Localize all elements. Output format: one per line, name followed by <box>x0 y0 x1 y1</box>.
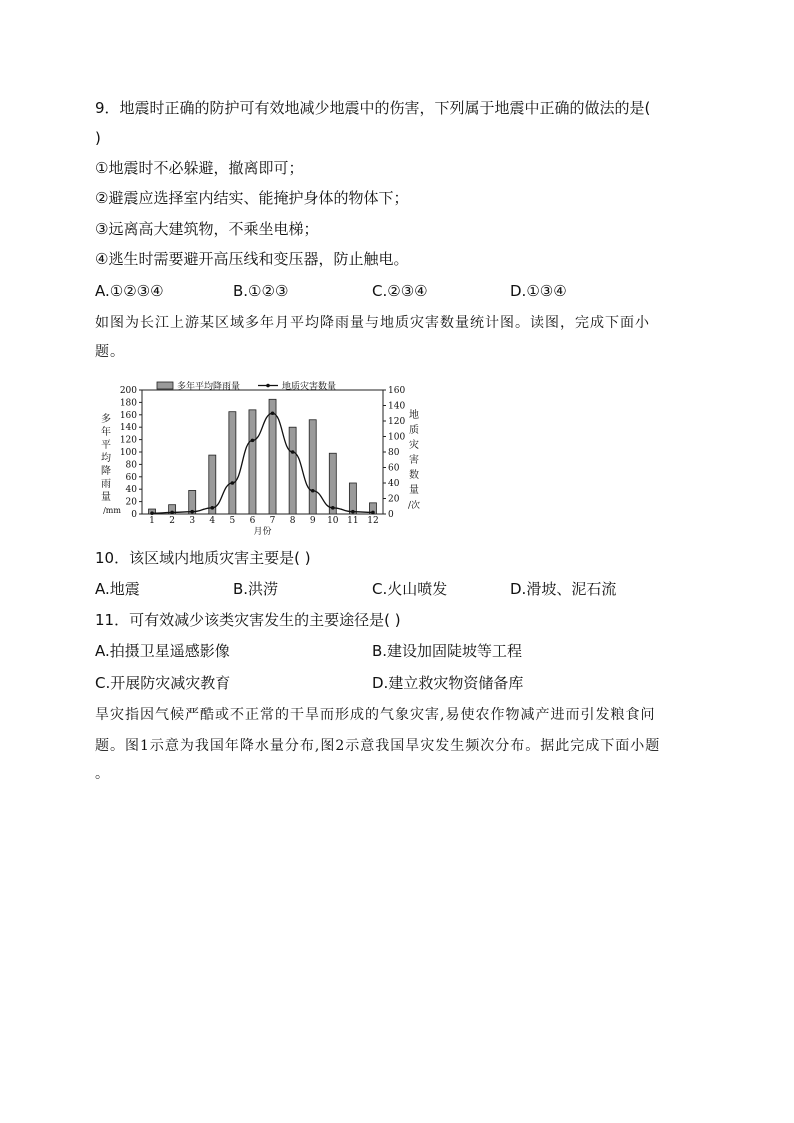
q9-item-3: ③远离高大建筑物，不乘坐电梯； <box>95 220 319 238</box>
rainfall-bar <box>229 412 236 514</box>
left-tick-label: 180 <box>119 398 137 409</box>
right-tick-label: 20 <box>388 494 400 505</box>
disaster-count-point <box>170 511 174 515</box>
left-axis-label-char: 雨 <box>101 479 111 490</box>
rainfall-disaster-chart <box>100 378 430 538</box>
rainfall-bar <box>209 455 216 514</box>
q9-item-1: ①地震时不必躲避，撤离即可； <box>95 159 304 177</box>
q9-stem-line2: ) <box>95 129 101 147</box>
disaster-count-point <box>271 411 275 415</box>
legend-line-label: 地质灾害数量 <box>282 382 337 392</box>
right-axis-label-char: 地 <box>409 410 419 421</box>
x-tick-label: 2 <box>169 516 175 526</box>
disaster-count-line <box>152 413 373 513</box>
left-tick-label: 80 <box>125 460 137 471</box>
left-axis-label-char: 均 <box>101 453 111 464</box>
disaster-count-point <box>150 511 154 515</box>
left-tick-label: 160 <box>119 410 137 421</box>
left-tick-label: 20 <box>125 497 137 508</box>
right-tick-label: 60 <box>388 463 400 474</box>
left-tick-label: 140 <box>119 423 137 434</box>
q9-item-2: ②避震应选择室内结实、能掩护身体的物体下； <box>95 189 409 207</box>
chart-frame <box>139 390 386 514</box>
x-tick-label: 8 <box>289 516 296 526</box>
q9-option-d: D.①③④ <box>510 282 567 300</box>
q10-option-d: D.滑坡、泥石流 <box>510 580 617 598</box>
right-tick-label: 40 <box>388 479 400 489</box>
intro2-line3: 。 <box>95 766 110 782</box>
x-tick-label: 3 <box>189 516 196 526</box>
x-tick-label: 5 <box>229 516 236 526</box>
q11-option-d: D.建立救灾物资储备库 <box>372 674 524 692</box>
q9-option-b: B.①②③ <box>233 282 289 300</box>
disaster-count-point <box>210 506 214 510</box>
chart-bars <box>149 399 377 514</box>
disaster-count-point <box>291 450 295 454</box>
right-tick-label: 100 <box>388 432 406 443</box>
x-tick-label: 4 <box>209 516 216 526</box>
q10-option-a: A.地震 <box>95 580 140 598</box>
disaster-count-point <box>311 489 315 493</box>
disaster-count-point <box>371 511 375 515</box>
rainfall-bar <box>329 453 336 514</box>
intro1-line1: 如图为长江上游某区域多年月平均降雨量与地质灾害数量统计图。读图，完成下面小 <box>95 315 650 331</box>
right-tick-label: 160 <box>388 386 406 396</box>
q9-item-4: ④逃生时需要避开高压线和变压器，防止触电。 <box>95 250 409 268</box>
x-tick-label: 6 <box>249 516 256 526</box>
left-axis-label-char: /mm <box>103 506 121 515</box>
disaster-count-point <box>251 439 255 443</box>
left-tick-label: 120 <box>119 435 137 446</box>
right-axis-label-char: 质 <box>409 425 419 436</box>
left-axis-label-char: 降 <box>101 466 111 477</box>
disaster-count-point <box>351 510 355 514</box>
chart-line <box>150 411 375 515</box>
left-tick-label: 0 <box>131 510 137 520</box>
right-axis-label-char: 量 <box>409 485 419 496</box>
q11-option-b: B.建设加固陡坡等工程 <box>372 642 523 660</box>
right-axis-label-char: 灾 <box>409 440 419 451</box>
q10-stem: 10．该区域内地质灾害主要是( ) <box>95 549 311 567</box>
left-axis-label-char: 年 <box>101 427 111 438</box>
q11-option-a: A.拍摄卫星遥感影像 <box>95 642 230 660</box>
legend-line-dot <box>266 384 270 388</box>
x-tick-label: 7 <box>269 516 276 526</box>
disaster-count-point <box>331 506 335 510</box>
left-tick-label: 40 <box>125 485 137 496</box>
right-tick-label: 0 <box>388 510 394 520</box>
left-axis-label-char: 多 <box>101 414 111 425</box>
intro1-line2: 题。 <box>95 344 125 360</box>
x-axis-label: 月份 <box>253 527 272 537</box>
right-tick-label: 120 <box>388 417 406 427</box>
right-axis-label-char: /次 <box>407 501 421 511</box>
left-axis-label-char: 量 <box>101 492 111 503</box>
left-axis-label-char: 平 <box>101 440 111 451</box>
legend-bar-swatch <box>157 382 173 389</box>
intro2-line2: 题。图1示意为我国年降水量分布,图2示意我国旱灾发生频次分布。据此完成下面小题 <box>95 738 661 754</box>
left-tick-label: 60 <box>125 472 137 483</box>
legend-bar-label: 多年平均降雨量 <box>177 382 241 392</box>
q10-option-c: C.火山喷发 <box>372 580 448 598</box>
rainfall-bar <box>269 399 276 514</box>
x-tick-label: 9 <box>309 516 316 526</box>
plot-frame <box>142 390 383 514</box>
right-tick-label: 140 <box>388 401 406 412</box>
q9-option-c: C.②③④ <box>372 282 428 300</box>
rainfall-bar <box>309 420 316 514</box>
right-axis-label-char: 害 <box>409 455 419 466</box>
q9-option-a: A.①②③④ <box>95 282 164 300</box>
rainfall-bar <box>289 427 296 514</box>
q10-option-b: B.洪涝 <box>233 580 279 598</box>
q9-stem-line1: 9．地震时正确的防护可有效地减少地震中的伤害，下列属于地震中正确的做法的是( <box>95 99 651 117</box>
x-tick-label: 12 <box>367 516 379 526</box>
right-axis-label-char: 数 <box>409 470 419 481</box>
intro2-line1: 旱灾指因气候严酷或不正常的干旱而形成的气象灾害,易使农作物减产进而引发粮食问 <box>95 707 656 723</box>
x-tick-label: 10 <box>327 516 339 526</box>
disaster-count-point <box>231 481 235 485</box>
x-tick-label: 1 <box>149 516 155 526</box>
rainfall-bar <box>249 410 256 514</box>
disaster-count-point <box>190 510 194 514</box>
q11-option-c: C.开展防灾减灾教育 <box>95 674 231 692</box>
left-tick-label: 200 <box>119 386 137 396</box>
x-tick-label: 11 <box>347 516 359 526</box>
left-tick-label: 100 <box>119 448 137 458</box>
rainfall-bar <box>349 483 356 514</box>
q11-stem: 11．可有效减少该类灾害发生的主要途径是( ) <box>95 611 401 629</box>
right-tick-label: 80 <box>388 448 400 458</box>
